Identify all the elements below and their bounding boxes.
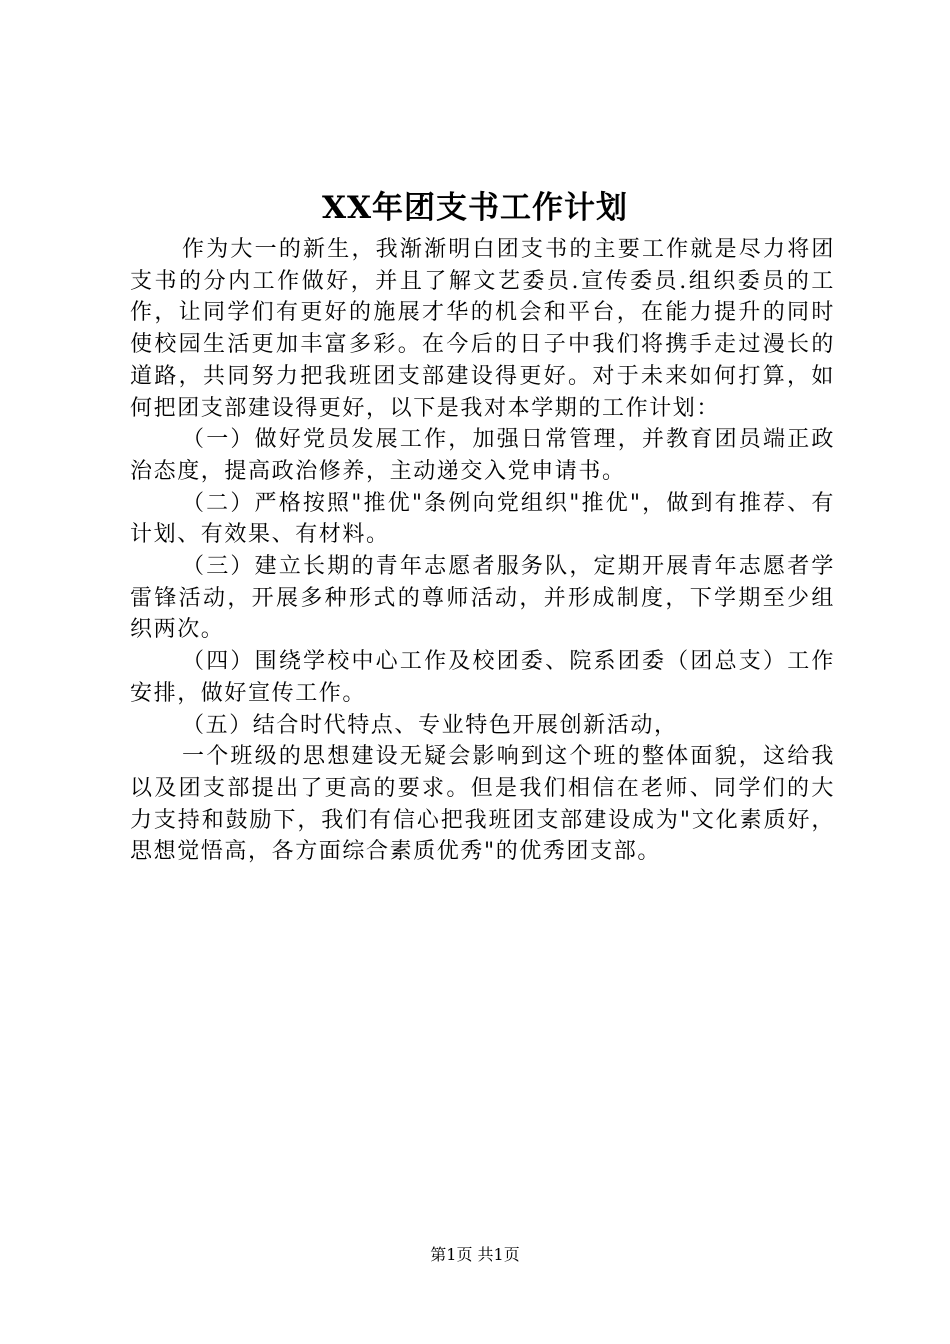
paragraph-item-4: （四）围绕学校中心工作及校团委、院系团委（团总支）工作安排，做好宣传工作。 [130, 649, 835, 706]
paragraph-item-5: （五）结合时代特点、专业特色开展创新活动， [182, 712, 678, 738]
paragraph-item-3: （三）建立长期的青年志愿者服务队，定期开展青年志愿者学雷锋活动，开展多种形式的尊师活动，并形成制度，下学期至少组织两次。 [130, 554, 835, 643]
document-body [130, 234, 835, 868]
document-title: XX年团支书工作计划 [321, 190, 629, 226]
paragraph-conclusion: 一个班级的思想建设无疑会影响到这个班的整体面貌，这给我以及团支部提出了更高的要求。但是我们相信在老师、同学们的大力支持和鼓励下，我们有信心把我班团支部建设成为"文化素质好，思想觉悟高，各方面综合素质优秀"的优秀团支部。 [130, 744, 835, 865]
paragraph-item-1: （一）做好党员发展工作，加强日常管理，并教育团员端正政治态度，提高政治修养，主动递交入党申请书。 [130, 427, 835, 484]
paragraph-intro: 作为大一的新生，我渐渐明白团支书的主要工作就是尽力将团支书的分内工作做好，并且了解文艺委员.宣传委员.组织委员的工作，让同学们有更好的施展才华的机会和平台，在能力提升的同时使校园生活更加丰富多彩。在今后的日子中我们将携手走过漫长的道路，共同努力把我班团支部建设得更好。对于未来如何打算，如何把团支部建设得更好，以下是我对本学期的工作计划： [130, 237, 835, 421]
paragraph-item-2: （二）严格按照"推优"条例向党组织"推优"，做到有推荐、有计划、有效果、有材料。 [130, 490, 835, 548]
page-number-footer: 第1页 共1页 [430, 1245, 520, 1264]
